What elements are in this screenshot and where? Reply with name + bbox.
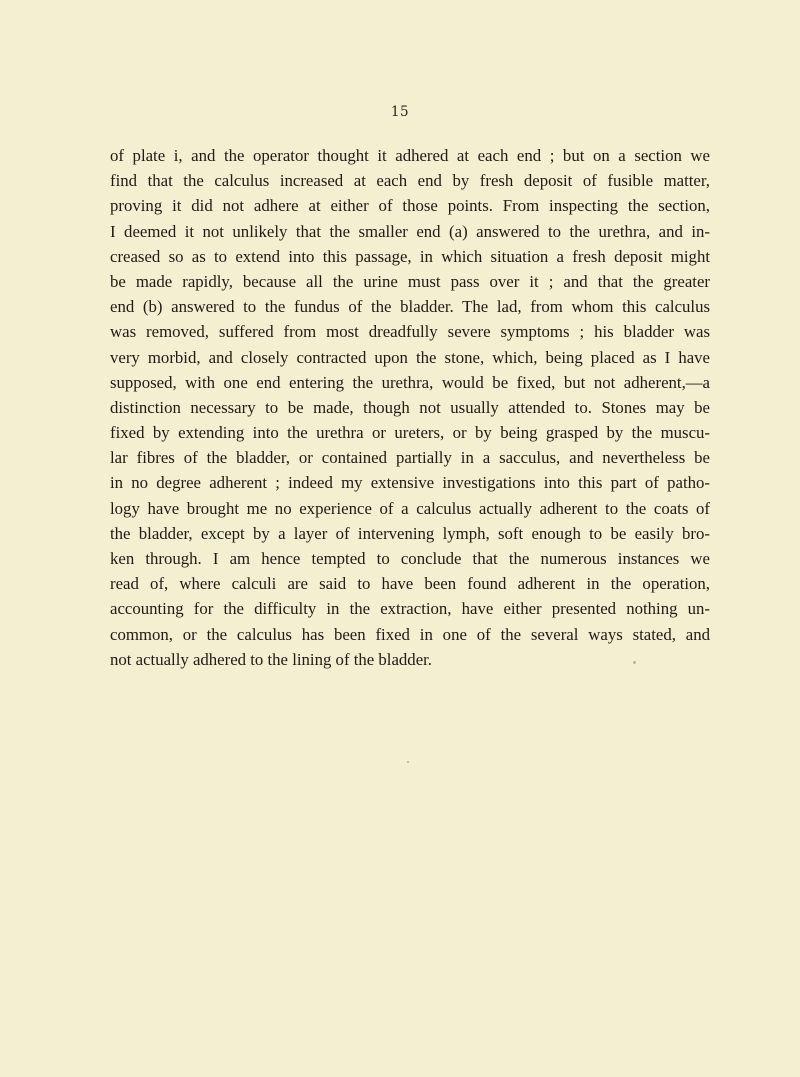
paper-speck: [407, 761, 409, 763]
text-line-7: end (b) answered to the fundus of the bladder. The lad, from whom this calculus: [110, 297, 710, 317]
body-text: [110, 143, 710, 672]
text-line-1: of plate i, and the operator thought it adhered at each end ; but on a section we: [110, 146, 710, 165]
text-line-3: proving it did not adhere at either of those points. From inspecting the section,: [110, 196, 710, 216]
text-line-20: common, or the calculus has been fixed in one of the several ways stated, and: [110, 624, 710, 644]
page-number: 15: [390, 104, 410, 120]
text-line-12: fixed by extending into the urethra or ureters, or by being grasped by the muscu-: [110, 423, 710, 443]
text-line-16: the bladder, except by a layer of intervening lymph, soft enough to be easily bro-: [110, 523, 710, 543]
text-line-4: I deemed it not unlikely that the smaller end (a) answered to the urethra, and in-: [110, 221, 710, 241]
text-line-11: distinction necessary to be made, though not usually attended to. Stones may be: [110, 397, 710, 417]
text-line-8: was removed, suffered from most dreadfully severe symptoms ; his bladder was: [110, 322, 710, 342]
text-line-2: find that the calculus increased at each end by fresh deposit of fusible matter,: [110, 171, 710, 191]
text-line-14: in no degree adherent ; indeed my extensive investigations into this part of patho-: [110, 473, 710, 493]
text-line-17: ken through. I am hence tempted to conclude that the numerous instances we: [110, 549, 710, 568]
text-line-9: very morbid, and closely contracted upon the stone, which, being placed as I have: [110, 347, 710, 367]
text-line-10: supposed, with one end entering the urethra, would be fixed, but not adherent,—a: [110, 372, 710, 392]
text-line-19: accounting for the difficulty in the extraction, have either presented nothing un-: [110, 599, 710, 619]
text-line-15: logy have brought me no experience of a calculus actually adherent to the coats of: [110, 498, 710, 518]
paper-speck: [633, 661, 636, 664]
text-line-5: creased so as to extend into this passage, in which situation a fresh deposit might: [110, 246, 710, 266]
text-line-21: not actually adhered to the lining of the bladder.: [110, 649, 433, 669]
text-line-6: be made rapidly, because all the urine must pass over it ; and that the greater: [110, 271, 710, 291]
text-line-18: read of, where calculi are said to have been found adherent in the operation,: [110, 574, 710, 594]
text-line-13: lar fibres of the bladder, or contained partially in a sacculus, and nevertheless be: [110, 448, 710, 468]
